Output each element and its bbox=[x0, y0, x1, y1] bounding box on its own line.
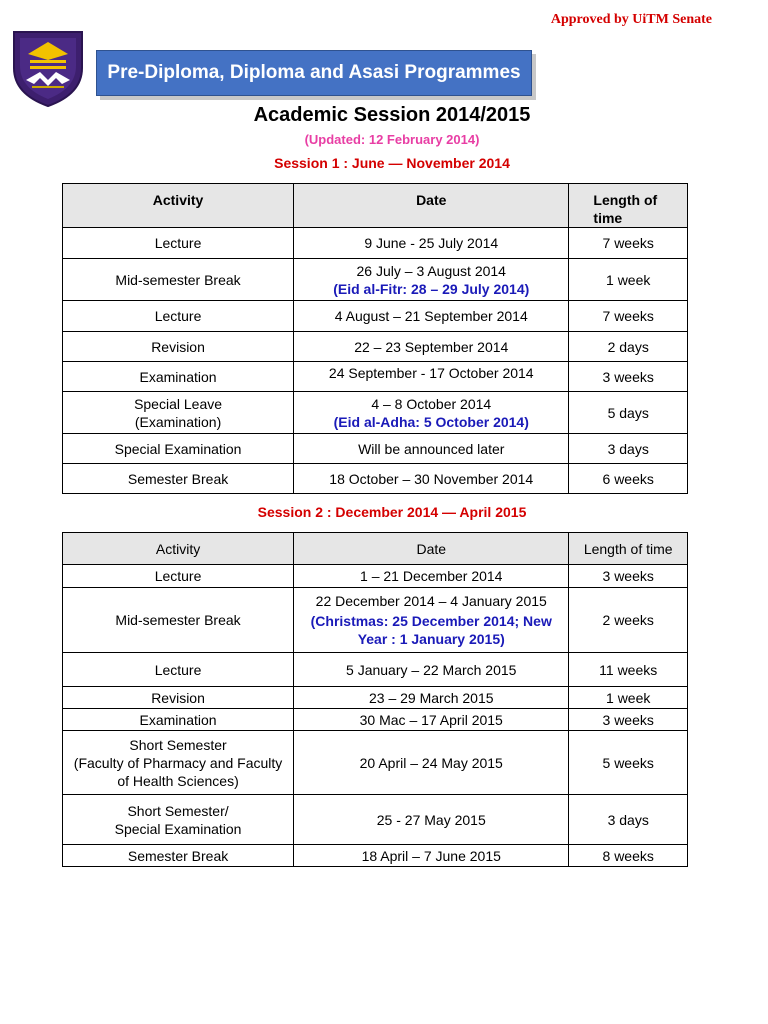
table-row bbox=[63, 392, 688, 434]
cell-length: 3 days bbox=[569, 795, 688, 845]
cell-date: Will be announced later bbox=[294, 434, 569, 464]
activity-text: Special Leave bbox=[134, 395, 223, 412]
cell-activity bbox=[63, 731, 294, 795]
activity-text: Short Semester bbox=[129, 736, 227, 753]
activity-subtext: Special Examination bbox=[114, 820, 242, 837]
cell-length: 5 weeks bbox=[569, 731, 688, 795]
table-header-row bbox=[63, 184, 688, 228]
cell-activity: Revision bbox=[63, 687, 294, 709]
cell-length: 3 weeks bbox=[569, 362, 688, 392]
cell-length: 7 weeks bbox=[569, 228, 688, 259]
programme-banner: Pre-Diploma, Diploma and Asasi Programmes bbox=[96, 50, 532, 96]
header-activity: Activity bbox=[63, 533, 294, 565]
table-row bbox=[63, 709, 688, 731]
header-length: Length of time bbox=[569, 184, 688, 228]
table-row bbox=[63, 362, 688, 392]
table-row bbox=[63, 259, 688, 301]
cell-length: 7 weeks bbox=[569, 301, 688, 332]
cell-date: 30 Mac – 17 April 2015 bbox=[294, 709, 569, 731]
cell-date: 9 June - 25 July 2014 bbox=[294, 228, 569, 259]
table-row bbox=[63, 731, 688, 795]
cell-activity: Lecture bbox=[63, 653, 294, 687]
cell-length: 1 week bbox=[569, 687, 688, 709]
table-row bbox=[63, 845, 688, 867]
activity-subtext: (Examination) bbox=[134, 413, 222, 430]
activity-subtext: (Faculty of Pharmacy and Faculty of Health Sciences) bbox=[73, 754, 283, 789]
session1-table bbox=[62, 183, 688, 494]
cell-date: 1 – 21 December 2014 bbox=[294, 565, 569, 588]
cell-activity bbox=[63, 795, 294, 845]
cell-date: 4 August – 21 September 2014 bbox=[294, 301, 569, 332]
table-row bbox=[63, 228, 688, 259]
holiday-note: (Eid al-Fitr: 28 – 29 July 2014) bbox=[333, 280, 530, 297]
holiday-note: (Eid al-Adha: 5 October 2014) bbox=[333, 413, 529, 430]
cell-length: 8 weeks bbox=[569, 845, 688, 867]
updated-date: (Updated: 12 February 2014) bbox=[304, 132, 480, 147]
table-row bbox=[63, 653, 688, 687]
header-date: Date bbox=[294, 184, 569, 228]
cell-date: 5 January – 22 March 2015 bbox=[294, 653, 569, 687]
session1-heading: Session 1 : June — November 2014 bbox=[274, 155, 510, 171]
cell-length: 3 weeks bbox=[569, 709, 688, 731]
cell-activity: Special Examination bbox=[63, 434, 294, 464]
approval-note: Approved by UiTM Senate bbox=[550, 12, 712, 27]
table-row bbox=[63, 795, 688, 845]
table-row bbox=[63, 301, 688, 332]
cell-activity bbox=[63, 392, 294, 434]
table-row bbox=[63, 565, 688, 588]
cell-activity: Lecture bbox=[63, 228, 294, 259]
date-text: 22 December 2014 – 4 January 2015 bbox=[315, 593, 547, 609]
cell-length: 3 weeks bbox=[569, 565, 688, 588]
cell-date: 18 October – 30 November 2014 bbox=[294, 464, 569, 494]
table-row bbox=[63, 332, 688, 362]
cell-date: 23 – 29 March 2015 bbox=[294, 687, 569, 709]
cell-length: 3 days bbox=[569, 434, 688, 464]
cell-date: 25 - 27 May 2015 bbox=[294, 795, 569, 845]
cell-activity: Examination bbox=[63, 709, 294, 731]
session2-table bbox=[62, 532, 688, 867]
cell-length: 2 weeks bbox=[569, 588, 688, 653]
cell-activity: Lecture bbox=[63, 301, 294, 332]
page-title: Academic Session 2014/2015 bbox=[253, 104, 531, 126]
cell-length: 5 days bbox=[569, 392, 688, 434]
table-row bbox=[63, 464, 688, 494]
cell-date bbox=[294, 588, 569, 653]
cell-activity: Semester Break bbox=[63, 845, 294, 867]
header-date: Date bbox=[294, 533, 569, 565]
cell-activity: Mid-semester Break bbox=[63, 588, 294, 653]
uitm-logo-icon bbox=[10, 28, 86, 108]
date-text: 4 – 8 October 2014 bbox=[371, 395, 492, 412]
cell-activity: Lecture bbox=[63, 565, 294, 588]
holiday-note: (Christmas: 25 December 2014; New Year : 1 January 2015) bbox=[310, 613, 552, 647]
cell-date bbox=[294, 392, 569, 434]
cell-date: 24 September - 17 October 2014 bbox=[294, 362, 569, 392]
cell-length: 2 days bbox=[569, 332, 688, 362]
cell-activity: Revision bbox=[63, 332, 294, 362]
cell-length: 11 weeks bbox=[569, 653, 688, 687]
date-text: 26 July – 3 August 2014 bbox=[356, 262, 506, 279]
table-row bbox=[63, 434, 688, 464]
cell-length: 1 week bbox=[569, 259, 688, 301]
table-row bbox=[63, 687, 688, 709]
cell-activity: Mid-semester Break bbox=[63, 259, 294, 301]
header-length: Length of time bbox=[569, 533, 688, 565]
cell-date: 22 – 23 September 2014 bbox=[294, 332, 569, 362]
cell-activity: Examination bbox=[63, 362, 294, 392]
session2-heading: Session 2 : December 2014 — April 2015 bbox=[257, 504, 527, 520]
cell-length: 6 weeks bbox=[569, 464, 688, 494]
cell-date: 18 April – 7 June 2015 bbox=[294, 845, 569, 867]
activity-text: Short Semester/ bbox=[127, 802, 229, 819]
table-header-row bbox=[63, 533, 688, 565]
cell-activity: Semester Break bbox=[63, 464, 294, 494]
cell-date bbox=[294, 259, 569, 301]
cell-date: 20 April – 24 May 2015 bbox=[294, 731, 569, 795]
table-row bbox=[63, 588, 688, 653]
header-activity: Activity bbox=[63, 184, 294, 228]
